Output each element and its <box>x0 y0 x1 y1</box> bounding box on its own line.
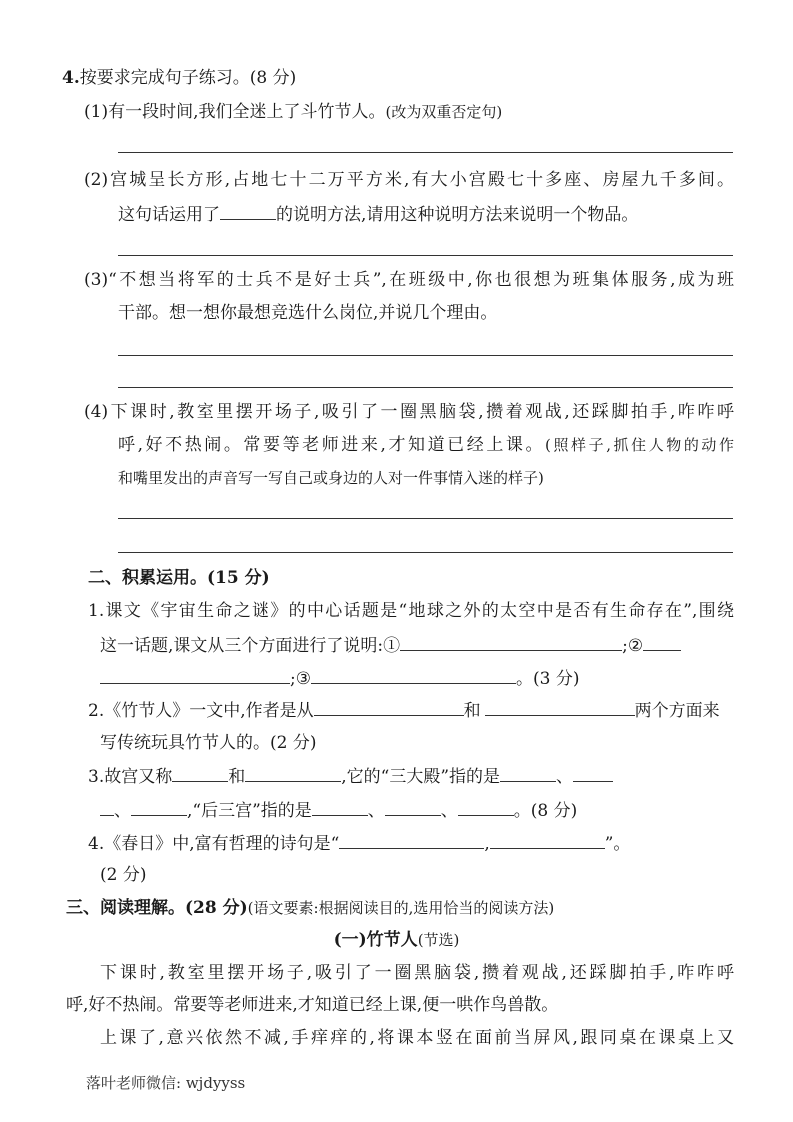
answer-blank[interactable] <box>500 765 556 782</box>
text: (照样子,抓住人物的动作 <box>545 436 734 454</box>
answer-blank[interactable] <box>220 203 276 220</box>
text: (节选) <box>417 931 460 949</box>
q4-s1-note: (改为双重否定句) <box>385 103 503 121</box>
q4-s1 <box>84 101 502 123</box>
sec2-q2 <box>88 699 720 722</box>
answer-blank[interactable] <box>314 699 464 716</box>
q4-s4-note: 和嘴里发出的声音写一写自己或身边的人对一件事情入迷的样子) <box>118 469 544 487</box>
answer-blank[interactable] <box>400 634 622 651</box>
q4-s1-text: (1)有一段时间,我们全迷上了斗竹节人。 <box>84 102 386 122</box>
text: ;② <box>622 636 644 656</box>
q4-s3-text-b: 干部。想一想你最想竞选什么岗位,并说几个理由。 <box>118 303 498 323</box>
q4-s3-text: (3)“不想当将军的士兵不是好士兵”,在班级中,你也很想为班集体服务,成为班 <box>84 270 734 290</box>
text: 。(8 分) <box>513 801 578 821</box>
answer-line[interactable] <box>118 387 733 388</box>
text: 3.故宫又称 <box>88 767 173 787</box>
answer-blank[interactable] <box>100 799 114 816</box>
text: 的说明方法,请用这种说明方法来说明一个物品。 <box>276 205 639 225</box>
answer-blank[interactable] <box>311 667 516 684</box>
q4-title-text: 按要求完成句子练习。(8 分) <box>79 68 297 88</box>
answer-blank[interactable] <box>573 765 613 782</box>
sec2-q3-b <box>100 799 577 822</box>
sec2-q1-c <box>100 667 579 690</box>
q4-s4-text: (4)下课时,教室里摆开场子,吸引了一圈黑脑袋,攒着观战,还踩脚拍手,咋咋呼 <box>84 402 734 422</box>
answer-blank[interactable] <box>312 799 368 816</box>
text: ,它的“三大殿”指的是 <box>341 767 501 787</box>
text: ”。 <box>604 834 631 854</box>
sec2-q1-text: 1.课文《宇宙生命之谜》的中心话题是“地球之外的太空中是否有生命存在”,围绕 <box>88 601 734 621</box>
passage-title <box>0 929 793 951</box>
q4-title <box>62 67 296 89</box>
text: 这一话题,课文从三个方面进行了说明:① <box>100 636 401 656</box>
section-2-title: 二、积累运用。(15 分) <box>88 568 270 588</box>
text: 这句话运用了 <box>118 205 220 225</box>
text: 、 <box>114 801 131 821</box>
text: 4.《春日》中,富有哲理的诗句是“ <box>88 834 340 854</box>
answer-blank[interactable] <box>485 699 635 716</box>
answer-blank[interactable] <box>490 832 605 849</box>
answer-line[interactable] <box>118 152 733 153</box>
answer-line[interactable] <box>118 355 733 356</box>
q4-number: 4. <box>62 68 80 88</box>
text: 、 <box>440 801 458 821</box>
sec2-q1-b <box>100 634 681 657</box>
answer-blank[interactable] <box>172 765 228 782</box>
sec2-q2-b: 写传统玩具竹节人的。(2 分) <box>100 733 317 753</box>
text: 2.《竹节人》一文中,作者是从 <box>88 701 314 721</box>
answer-blank[interactable] <box>643 634 681 651</box>
text: 两个方面来 <box>634 701 720 721</box>
answer-line[interactable] <box>118 255 733 256</box>
answer-blank[interactable] <box>339 832 484 849</box>
answer-line[interactable] <box>118 552 733 553</box>
passage-text: 上课了,意兴依然不减,手痒痒的,将课本竖在面前当屏风,跟同桌在课桌上又 <box>100 1028 734 1048</box>
answer-blank[interactable] <box>131 799 187 816</box>
sec2-q4-b: (2 分) <box>100 865 147 885</box>
answer-blank[interactable] <box>385 799 441 816</box>
q4-s4-b <box>118 434 734 456</box>
section-3-title <box>66 897 554 919</box>
footer-watermark: 落叶老师微信: wjdyyss <box>86 1074 246 1092</box>
text: ,“后三宫”指的是 <box>187 801 312 821</box>
text: 和 <box>228 767 246 787</box>
text: 呼,好不热闹。常要等老师进来,才知道已经上课。 <box>118 435 546 455</box>
answer-line[interactable] <box>118 518 733 519</box>
text: 和 <box>463 701 481 721</box>
text: 、 <box>556 767 574 787</box>
answer-blank[interactable] <box>100 667 290 684</box>
text: (语文要素:根据阅读目的,选用恰当的阅读方法) <box>247 899 555 917</box>
answer-blank[interactable] <box>458 799 514 816</box>
passage-text: 呼,好不热闹。常要等老师进来,才知道已经上课,便一哄作鸟兽散。 <box>66 995 559 1015</box>
answer-blank[interactable] <box>245 765 341 782</box>
text: 、 <box>367 801 385 821</box>
q4-s2-text: (2)宫城呈长方形,占地七十二万平方米,有大小宫殿七十多座、房屋九千多间。 <box>84 170 734 190</box>
text: , <box>484 834 490 854</box>
passage-text: 下课时,教室里摆开场子,吸引了一圈黑脑袋,攒着观战,还踩脚拍手,咋咋呼 <box>100 963 734 983</box>
q4-s2-b <box>118 203 638 226</box>
sec2-q3 <box>88 765 613 788</box>
text: (一)竹节人 <box>333 930 418 950</box>
sec2-q4 <box>88 832 630 855</box>
text: ;③ <box>290 669 311 689</box>
text: 。(3 分) <box>515 669 580 689</box>
text: 三、阅读理解。(28 分) <box>66 898 248 918</box>
